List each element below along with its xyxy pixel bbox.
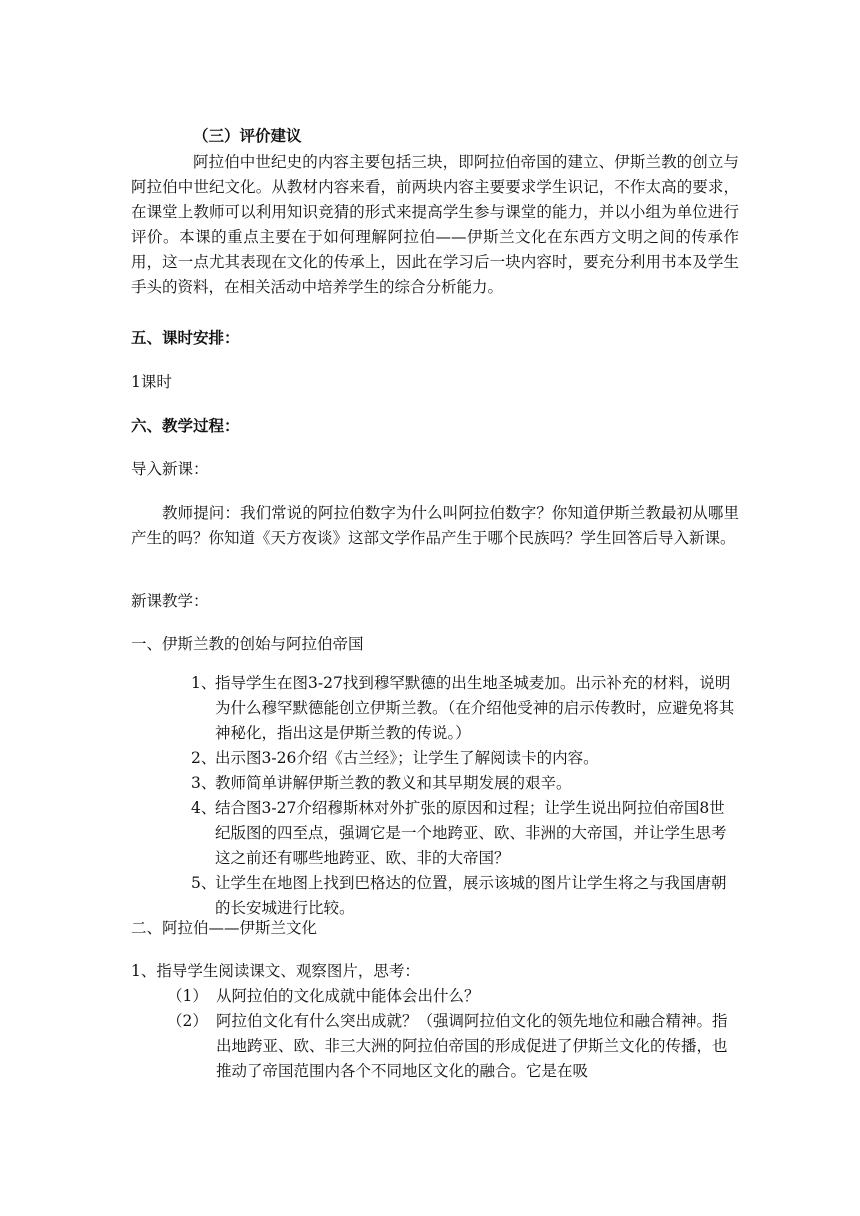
part-1-heading	[131, 632, 739, 657]
section-5-heading	[131, 326, 739, 351]
intro-label	[131, 457, 739, 482]
step-text: 出示图3-26介绍《古兰经》；让学生了解阅读卡的内容。	[215, 749, 599, 767]
step-number: 1、	[191, 674, 217, 692]
section-6-heading	[131, 414, 739, 439]
subitem-number: （2）	[167, 1012, 208, 1030]
class-hours: 1课时	[131, 373, 172, 391]
list-item	[191, 771, 739, 796]
section-5-title: 五、课时安排：	[131, 329, 240, 347]
new-lesson-label	[131, 589, 739, 614]
step-text: 让学生在地图上找到巴格达的位置，展示该城的图片让学生将之与我国唐朝的长安城进行比较。	[215, 874, 727, 917]
evaluation-heading: （三）评价建议	[193, 127, 302, 145]
step-number: 3、	[191, 774, 217, 792]
subitem-text: 从阿拉伯的文化成就中能体会出什么？	[216, 987, 480, 1005]
step-text: 指导学生在图3-27找到穆罕默德的出生地圣城麦加。出示补充的材料，说明为什么穆罕默德能创立伊斯兰教。（在介绍他受神的启示传教时，应避免将其神秘化，指出这是伊斯兰教的传说。）	[215, 674, 735, 742]
part-2-subitem-list	[167, 984, 739, 1084]
list-item	[191, 796, 739, 871]
step-number: 4、	[191, 799, 217, 817]
list-item	[191, 871, 739, 921]
list-item	[167, 1009, 739, 1084]
evaluation-paragraph: 阿拉伯中世纪史的内容主要包括三块，即阿拉伯帝国的建立、伊斯兰教的创立与阿拉伯中世纪文化。从教材内容来看，前两块内容主要要求学生识记，不作太高的要求，在课堂上教师可以利用知识竞猜的形式来提高学生参与课堂的能力，并以小组为单位进行评价。本课的重点主要在于如何理解阿拉伯——伊斯兰文化在东西方文明之间的传承作用，这一点尤其表现在文化的传承上，因此在学习后一块内容时，要充分利用书本及学生手头的资料，在相关活动中培养学生的综合分析能力。	[131, 153, 739, 296]
list-item	[191, 746, 739, 771]
part-2-subitems	[167, 984, 739, 1084]
section-6-title: 六、教学过程：	[131, 417, 240, 435]
part-2-step-1-text: 1、指导学生阅读课文、观察图片，思考：	[131, 962, 420, 980]
intro-label-text: 导入新课：	[131, 460, 209, 478]
part-1-step-list	[191, 671, 739, 921]
step-number: 5、	[191, 874, 217, 892]
subitem-number: （1）	[167, 987, 208, 1005]
new-lesson-label-text: 新课教学：	[131, 592, 209, 610]
part-2-title: 二、阿拉伯——伊斯兰文化	[131, 919, 318, 937]
intro-paragraph	[131, 501, 739, 551]
section-5-content	[131, 370, 739, 395]
part-1-title: 一、伊斯兰教的创始与阿拉伯帝国	[131, 635, 364, 653]
part-1-steps	[191, 671, 739, 921]
intro-paragraph-text: 教师提问：我们常说的阿拉伯数字为什么叫阿拉伯数字？你知道伊斯兰教最初从哪里产生的吗？你知道《天方夜谈》这部文学作品产生于哪个民族吗？学生回答后导入新课。	[131, 504, 739, 547]
subitem-text: 阿拉伯文化有什么突出成就？（强调阿拉伯文化的领先地位和融合精神。指出地跨亚、欧、非三大洲的阿拉伯帝国的形成促进了伊斯兰文化的传播，也推动了帝国范围内各个不同地区文化的融合。它是在吸	[216, 1012, 728, 1080]
part-2-step-1	[131, 959, 739, 984]
list-item	[167, 984, 739, 1009]
step-text: 教师简单讲解伊斯兰教的教义和其早期发展的艰辛。	[215, 774, 572, 792]
list-item	[191, 671, 739, 746]
evaluation-section	[131, 124, 739, 300]
step-text: 结合图3-27介绍穆斯林对外扩张的原因和过程；让学生说出阿拉伯帝国8世纪版图的四至点，强调它是一个地跨亚、欧、非洲的大帝国，并让学生思考这之前还有哪些地跨亚、欧、非的大帝国？	[215, 799, 727, 867]
part-2-heading	[131, 916, 739, 941]
step-number: 2、	[191, 749, 217, 767]
